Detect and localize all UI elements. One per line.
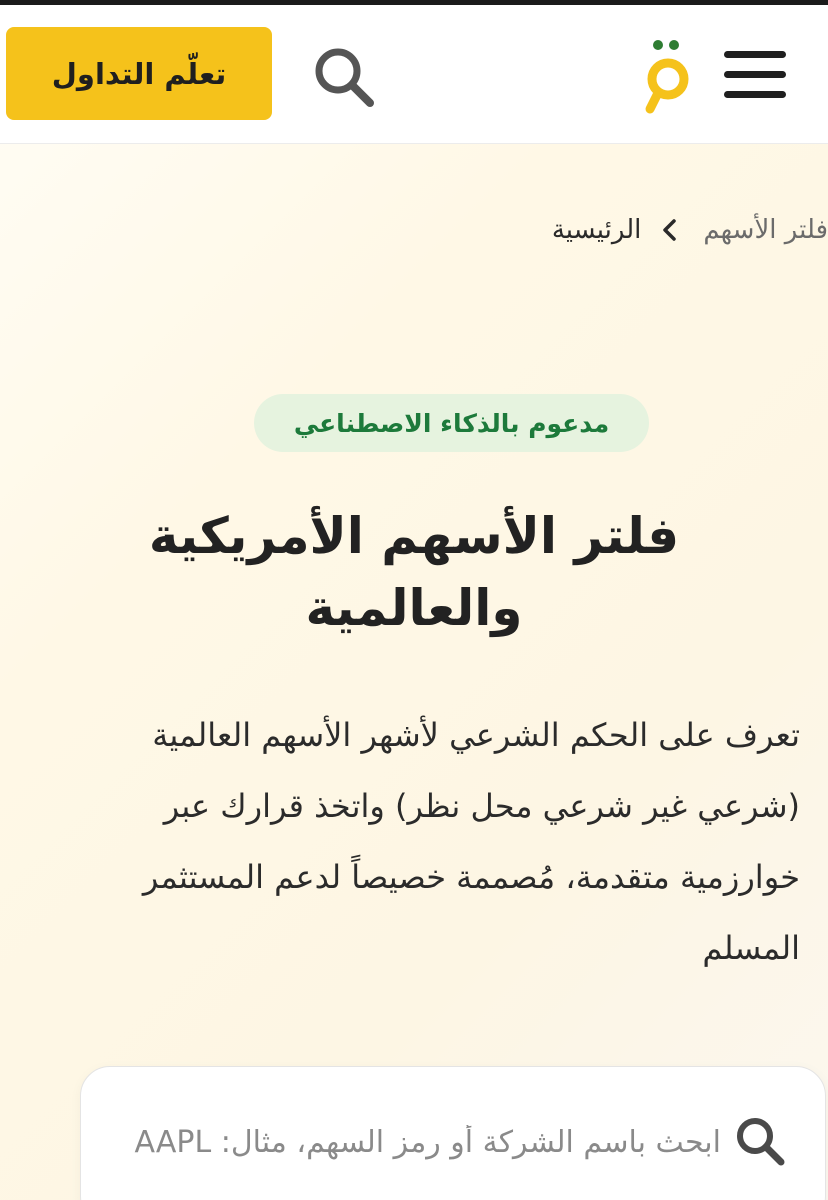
logo-q-icon[interactable] xyxy=(640,35,692,117)
page-title: فلتر الأسهم الأمريكية والعالمية xyxy=(148,507,680,637)
learn-trading-button[interactable]: تعلّم التداول xyxy=(6,27,272,120)
menu-line xyxy=(724,51,786,58)
menu-line xyxy=(724,91,786,98)
page-description: تعرف على الحكم الشرعي لأشهر الأسهم العالمية (شرعي غير شرعي محل نظر) واتخذ قرارك عبر خوارزمية متقدمة، مُصممة خصيصاً لدعم المستثمر المسلم xyxy=(142,716,800,967)
breadcrumb-home-link[interactable]: الرئيسية xyxy=(551,215,642,245)
breadcrumb-current: فلتر الأسهم xyxy=(703,215,828,245)
hamburger-menu-icon[interactable] xyxy=(724,51,786,103)
stock-search-box xyxy=(80,1066,826,1200)
chevron-left-icon xyxy=(659,216,681,244)
menu-line xyxy=(724,71,786,78)
stock-search-input[interactable] xyxy=(111,1107,721,1177)
site-header xyxy=(0,5,828,144)
search-icon[interactable] xyxy=(310,43,380,113)
ai-powered-badge: مدعوم بالذكاء الاصطناعي xyxy=(254,394,649,452)
breadcrumb xyxy=(552,205,828,255)
search-icon[interactable] xyxy=(731,1112,789,1170)
